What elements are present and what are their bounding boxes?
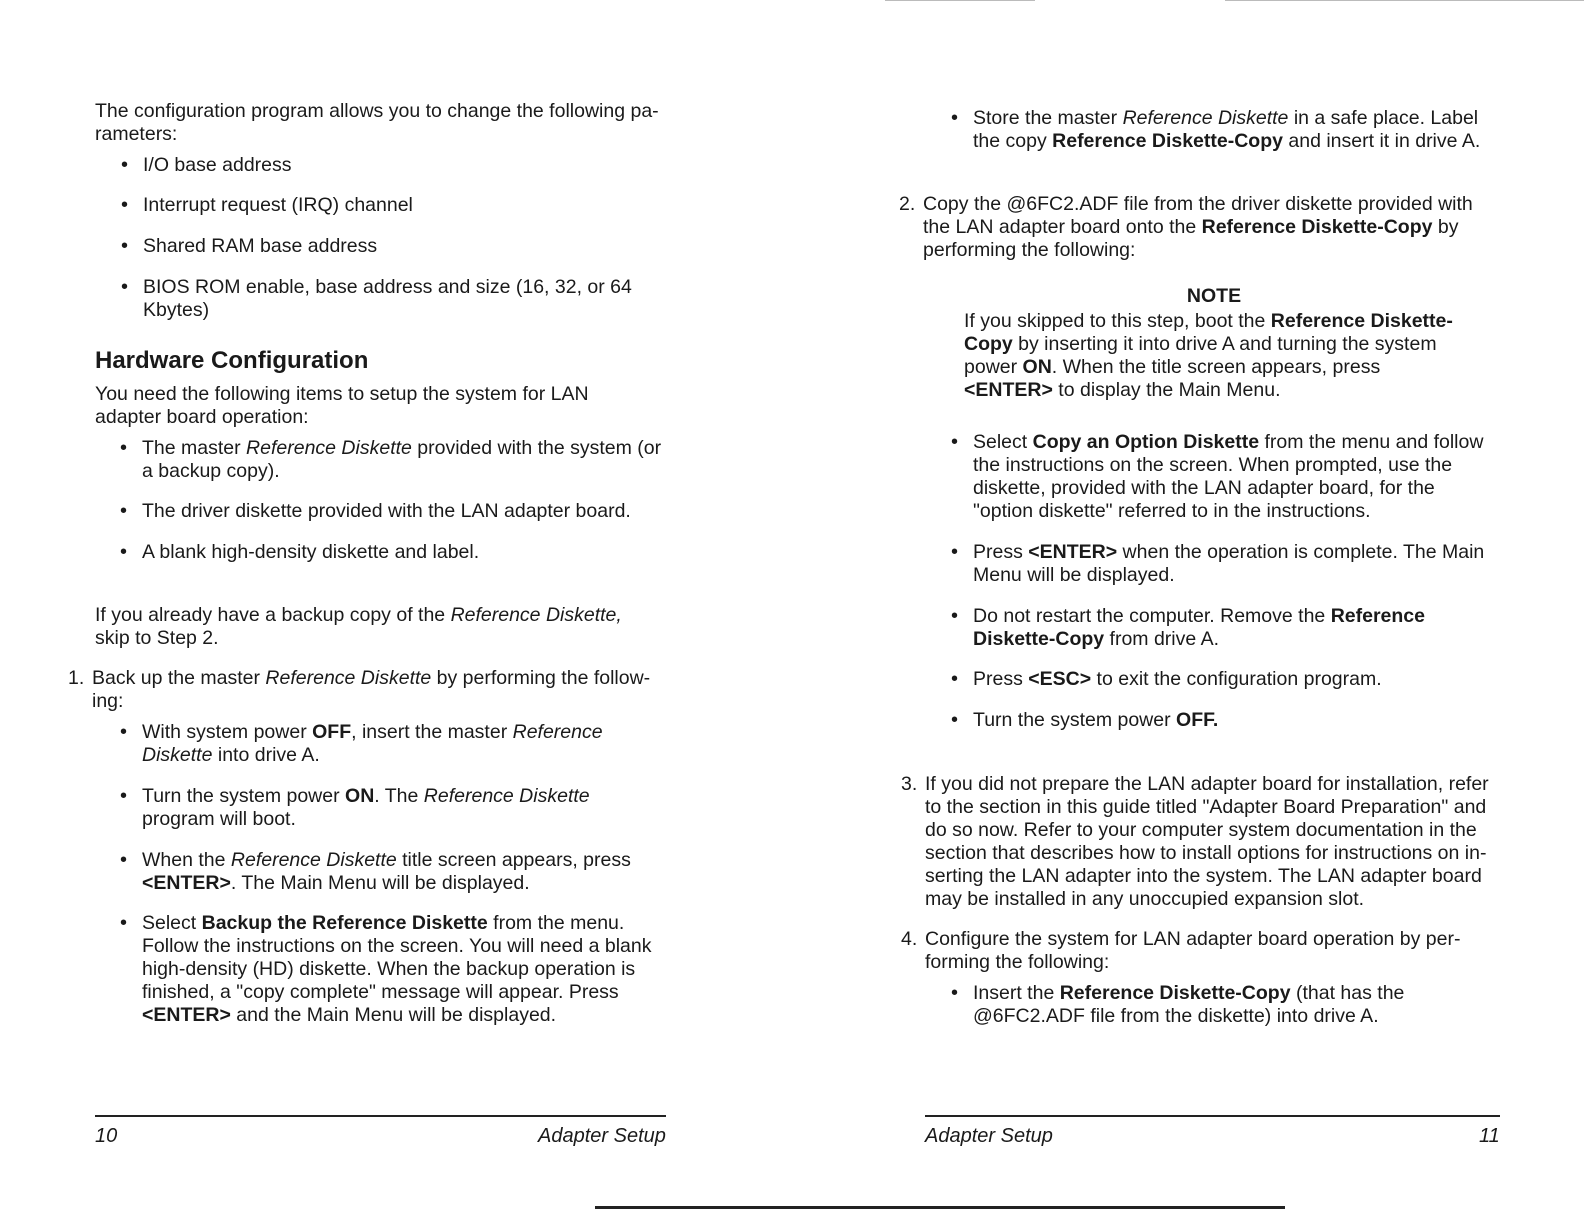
- step-number: 2.: [899, 193, 916, 215]
- step-number: 3.: [901, 773, 918, 795]
- step2-bullet-copy-option: • Select Copy an Option Diskette from the menu and follow the instructions on the screen. When prompted, use the diskette, provided with the LAN adapter board, for the "option diskette" referred to in the instructions.: [973, 431, 1493, 523]
- step-number: 1.: [68, 667, 85, 689]
- page-number: 10: [95, 1125, 118, 1147]
- backup-note: If you already have a backup copy of the Reference Diskette, skip to Step 2.: [95, 604, 622, 649]
- param-item-ram: • Shared RAM base address: [143, 235, 683, 258]
- intro-paragraph: The configuration program allows you to change the following pa- rameters:: [95, 100, 659, 145]
- note-body: If you skipped to this step, boot the Reference Diskette-Copy by inserting it into drive A and turning the system power ON. When the title screen appears, press <ENTER> to display the Main Menu.: [964, 310, 1453, 401]
- step-3: 3. If you did not prepare the LAN adapter board for installation, refer to the section in this guide titled "Adapter Board Preparation" and do so now. Refer to your computer system documentation in the section that describes how to install options for instructions on in-serting the LAN adapter into the system. The LAN adapter board may be installed in any unoccupied expansion slot.: [901, 773, 1489, 910]
- step-1: 1. Back up the master Reference Diskette by performing the follow-ing:: [68, 667, 651, 712]
- footer-rule: [925, 1115, 1500, 1117]
- footer-title: Adapter Setup: [538, 1125, 666, 1147]
- scan-edge-top-right: [1225, 0, 1584, 1]
- step-number: 4.: [901, 928, 918, 950]
- item-driver-diskette: • The driver diskette provided with the LAN adapter board.: [142, 500, 682, 523]
- scan-edge-bottom: [595, 1206, 1285, 1209]
- step2-bullet-press-enter: • Press <ENTER> when the operation is complete. The Main Menu will be displayed.: [973, 541, 1513, 587]
- param-item-io: • I/O base address: [143, 154, 683, 177]
- footer-rule: [95, 1115, 666, 1117]
- store-bullet: • Store the master Reference Diskette in a safe place. Label the copy Reference Diskette-Copy and insert it in drive A.: [973, 107, 1503, 153]
- step1-bullet-power-on: • Turn the system power ON. The Reference Diskette program will boot.: [142, 785, 632, 831]
- step1-bullet-power-off: • With system power OFF, insert the master Reference Diskette into drive A.: [142, 721, 632, 767]
- step2-bullet-power-off: • Turn the system power OFF.: [973, 709, 1493, 732]
- step4-bullet-insert: • Insert the Reference Diskette-Copy (that has the @6FC2.ADF file from the diskette) into drive A.: [973, 982, 1443, 1028]
- footer-title: Adapter Setup: [925, 1125, 1053, 1147]
- step1-bullet-backup: • Select Backup the Reference Diskette from the menu. Follow the instructions on the screen. You will need a blank high-density (HD) diskette. When the backup operation is finished, a "copy complete" message will appear. Press <ENTER> and the Main Menu will be displayed.: [142, 912, 672, 1027]
- param-item-irq: • Interrupt request (IRQ) channel: [143, 194, 683, 217]
- items-intro: You need the following items to setup the system for LAN adapter board operation:: [95, 383, 589, 428]
- note-title: NOTE: [1186, 285, 1242, 307]
- item-reference-diskette: • The master Reference Diskette provided with the system (or a backup copy).: [142, 437, 662, 483]
- step-4: 4. Configure the system for LAN adapter board operation by per-forming the following:: [901, 928, 1461, 973]
- step1-bullet-title-screen: • When the Reference Diskette title screen appears, press <ENTER>. The Main Menu will be displayed.: [142, 849, 652, 895]
- page-number: 11: [1479, 1125, 1500, 1147]
- step-2: 2. Copy the @6FC2.ADF file from the driver diskette provided with the LAN adapter board onto the Reference Diskette-Copy by performing the following:: [899, 193, 1473, 261]
- section-heading: Hardware Configuration: [95, 347, 369, 374]
- item-blank-diskette: • A blank high-density diskette and label.: [142, 541, 682, 564]
- step2-bullet-press-esc: • Press <ESC> to exit the configuration program.: [973, 668, 1493, 691]
- step2-bullet-do-not-restart: • Do not restart the computer. Remove the Reference Diskette-Copy from drive A.: [973, 605, 1473, 651]
- scan-edge-top: [885, 0, 1035, 1]
- param-item-bios: • BIOS ROM enable, base address and size (16, 32, or 64 Kbytes): [143, 276, 653, 322]
